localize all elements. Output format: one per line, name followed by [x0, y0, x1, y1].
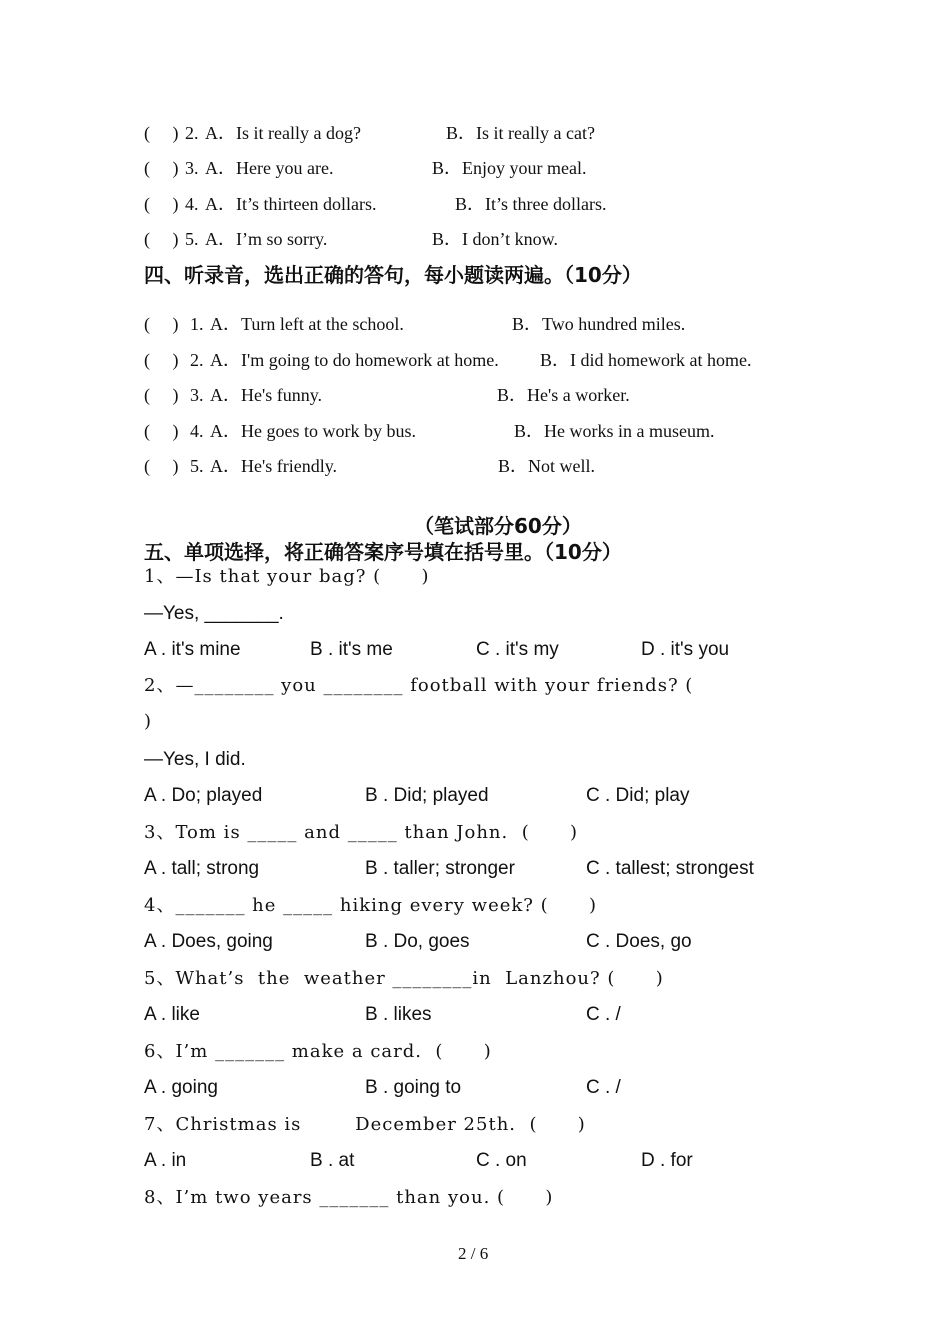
s4-q3-num: 3. — [190, 385, 204, 405]
listening-q2-bracket[interactable]: ( ) — [144, 123, 179, 143]
s4-q3-option-b: B．He's a worker. — [497, 385, 630, 405]
s4-q1-option-a: A．Turn left at the school. — [210, 314, 404, 334]
s5-q3-stem: 3、Tom is _____ and _____ than John. ( ) — [144, 822, 579, 843]
s5-q1-reply: —Yes, _______. — [144, 603, 284, 624]
s4-q5-num: 5. — [190, 456, 204, 476]
s5-q5-option-a[interactable]: A . like — [144, 1004, 200, 1025]
s4-q3-option-a: A．He's funny. — [210, 385, 323, 405]
section-5-title: 五、单项选择，将正确答案序号填在括号里。（10分） — [144, 540, 622, 564]
s5-q8-stem: 8、I’m two years _______ than you. ( ) — [144, 1187, 554, 1208]
listening-q4-bracket[interactable]: ( ) — [144, 194, 179, 214]
page-number: 2 / 6 — [458, 1244, 489, 1263]
listening-q3-num: 3. — [185, 158, 199, 178]
s5-q2-stem-cont: ) — [144, 711, 153, 732]
s5-q6-option-a[interactable]: A . going — [144, 1077, 218, 1098]
s4-q5-bracket[interactable]: ( ) — [144, 456, 179, 476]
s4-q1-num: 1. — [190, 314, 204, 334]
s4-q2-option-a: A．I'm going to do homework at home. — [210, 350, 499, 370]
s5-q2-stem: 2、—________ you ________ football with your friends? ( — [144, 675, 694, 696]
s5-q4-option-a[interactable]: A . Does, going — [144, 931, 273, 952]
s4-q2-option-b: B．I did homework at home. — [540, 350, 752, 370]
s4-q2-num: 2. — [190, 350, 204, 370]
s5-q7-option-c[interactable]: C . on — [476, 1150, 527, 1171]
listening-q5-option-b: B．I don’t know. — [432, 229, 558, 249]
s5-q4-stem: 4、_______ he _____ hiking every week? ( ) — [144, 895, 598, 916]
listening-q5-option-a: A．I’m so sorry. — [205, 229, 328, 249]
s5-q7-option-d[interactable]: D . for — [641, 1150, 693, 1171]
listening-q2-option-b: B．Is it really a cat? — [446, 123, 595, 143]
listening-q2-num: 2. — [185, 123, 199, 143]
s4-q1-option-b: B．Two hundred miles. — [512, 314, 686, 334]
s5-q6-stem: 6、I’m _______ make a card. ( ) — [144, 1041, 492, 1062]
s4-q4-num: 4. — [190, 421, 204, 441]
s4-q4-option-a: A．He goes to work by bus. — [210, 421, 416, 441]
s5-q7-option-b[interactable]: B . at — [310, 1150, 355, 1171]
s5-q1-stem: 1、—Is that your bag? ( ) — [144, 566, 430, 587]
listening-q3-option-a: A．Here you are. — [205, 158, 334, 178]
s5-q1-option-c[interactable]: C . it's my — [476, 639, 559, 660]
s5-q2-option-a[interactable]: A . Do; played — [144, 785, 263, 806]
s5-q3-option-c[interactable]: C . tallest; strongest — [586, 858, 754, 879]
written-part-heading: （笔试部分60分） — [414, 514, 582, 538]
s5-q3-option-b[interactable]: B . taller; stronger — [365, 858, 515, 879]
s4-q4-option-b: B．He works in a museum. — [514, 421, 715, 441]
listening-q3-option-b: B．Enjoy your meal. — [432, 158, 587, 178]
s5-q6-option-c[interactable]: C . / — [586, 1077, 621, 1098]
s4-q2-bracket[interactable]: ( ) — [144, 350, 179, 370]
s4-q1-bracket[interactable]: ( ) — [144, 314, 179, 334]
s5-q2-option-b[interactable]: B . Did; played — [365, 785, 489, 806]
listening-q2-option-a: A．Is it really a dog? — [205, 123, 361, 143]
s5-q5-stem: 5、What’s the weather ________in Lanzhou? ( ) — [144, 968, 664, 989]
s5-q3-option-a[interactable]: A . tall; strong — [144, 858, 260, 879]
s4-q5-option-b: B．Not well. — [498, 456, 595, 476]
s5-q2-reply: —Yes, I did. — [144, 749, 246, 770]
s5-q5-option-c[interactable]: C . / — [586, 1004, 621, 1025]
s4-q4-bracket[interactable]: ( ) — [144, 421, 179, 441]
s4-q5-option-a: A．He's friendly. — [210, 456, 338, 476]
s5-q1-option-a[interactable]: A . it's mine — [144, 639, 241, 660]
listening-q4-option-b: B．It’s three dollars. — [455, 194, 607, 214]
s5-q4-option-b[interactable]: B . Do, goes — [365, 931, 470, 952]
s4-q3-bracket[interactable]: ( ) — [144, 385, 179, 405]
listening-q4-num: 4. — [185, 194, 199, 214]
s5-q7-option-a[interactable]: A . in — [144, 1150, 187, 1171]
listening-q4-option-a: A．It’s thirteen dollars. — [205, 194, 377, 214]
listening-q3-bracket[interactable]: ( ) — [144, 158, 179, 178]
s5-q6-option-b[interactable]: B . going to — [365, 1077, 462, 1098]
listening-q5-bracket[interactable]: ( ) — [144, 229, 179, 249]
listening-q5-num: 5. — [185, 229, 199, 249]
s5-q2-option-c[interactable]: C . Did; play — [586, 785, 690, 806]
s5-q1-option-b[interactable]: B . it's me — [310, 639, 393, 660]
s5-q4-option-c[interactable]: C . Does, go — [586, 931, 692, 952]
s5-q5-option-b[interactable]: B . likes — [365, 1004, 432, 1025]
section-4-title: 四、听录音，选出正确的答句，每小题读两遍。（10分） — [144, 263, 642, 287]
s5-q7-stem: 7、Christmas is December 25th. ( ) — [144, 1114, 586, 1135]
s5-q1-option-d[interactable]: D . it's you — [641, 639, 730, 660]
